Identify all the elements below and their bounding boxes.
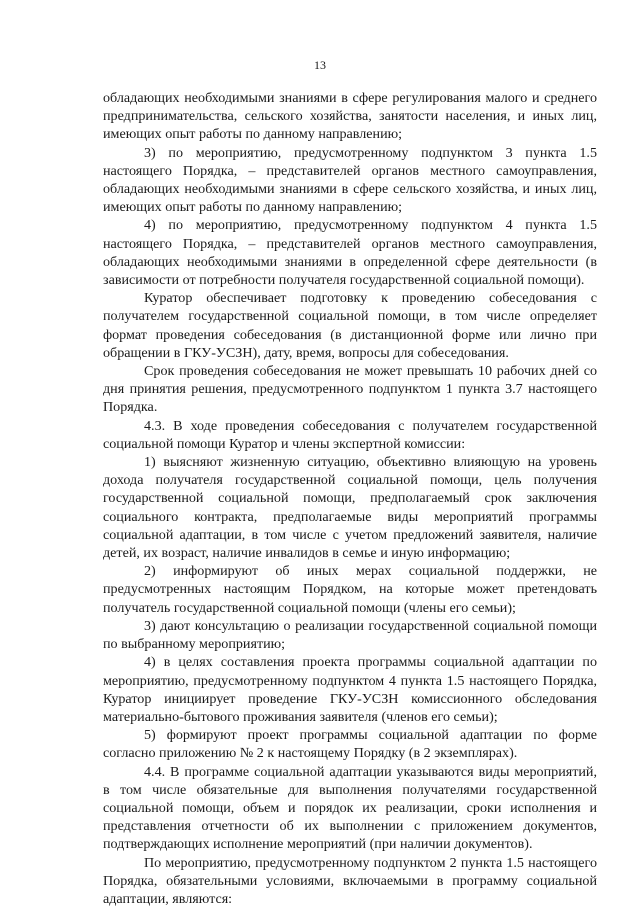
paragraph-clause-4-4: 4.4. В программе социальной адаптации указываются виды мероприятий, в том числе обязательные для выполнения получателями государственной социальной помощи, объем и порядок их реализации, сроки исполнения и представления отчетности об их выполнении с приложением документов, подтверждающих исполнение мероприятий (при наличии документов). [103, 763, 597, 853]
paragraph-item-3: 3) по мероприятию, предусмотренному подпунктом 3 пункта 1.5 настоящего Порядка, – представителей органов местного самоуправления, обладающих необходимыми знаниями в сфере сельского хозяйства, и иных лиц, имеющих опыт работы по данному направлению; [103, 144, 597, 216]
paragraph-clause-4-3: 4.3. В ходе проведения собеседования с получателем государственной социальной помощи Куратор и члены экспертной комиссии: [103, 417, 597, 452]
paragraph-mandatory-conditions: По мероприятию, предусмотренному подпунктом 2 пункта 1.5 настоящего Порядка, обязательными условиями, включаемыми в программу социальной адаптации, являются: [103, 854, 597, 907]
paragraph-item-4: 4) по мероприятию, предусмотренному подпунктом 4 пункта 1.5 настоящего Порядка, – представителей органов местного самоуправления, обладающих необходимыми знаниями в определенной сфере деятельности (в зависимости от потребности получателя государственной социальной помощи). [103, 217, 597, 289]
paragraph-4-3-item-1: 1) выясняют жизненную ситуацию, объективно влияющую на уровень дохода получателя государственной социальной помощи, цель получения государственной социальной помощи, предполагаемый срок заключения социального контракта, предполагаемые виды мероприятий программы социальной адаптации, в том числе с учетом предложений заявителя, наличие детей, их возраст, наличие инвалидов в семье и иную информацию; [103, 454, 597, 562]
page-number: 13 [314, 58, 326, 72]
document-body [103, 89, 597, 908]
paragraph-continuation: обладающих необходимыми знаниями в сфере регулирования малого и среднего предпринимательства, сельского хозяйства, занятости населения, и иных лиц, имеющих опыт работы по данному направлению; [103, 90, 597, 143]
paragraph-interview-deadline: Срок проведения собеседования не может превышать 10 рабочих дней со дня принятия решения, предусмотренного подпунктом 1 пункта 3.7 настоящего Порядка. [103, 363, 597, 416]
paragraph-curator-preparation: Куратор обеспечивает подготовку к проведению собеседования с получателем государственной социальной помощи, в том числе определяет формат проведения собеседования (в дистанционной форме или лично при обращении в ГКУ-УСЗН), дату, время, вопросы для собеседования. [103, 290, 597, 361]
paragraph-4-3-item-5: 5) формируют проект программы социальной адаптации по форме согласно приложению № 2 к настоящему Порядку (в 2 экземплярах). [103, 727, 597, 762]
paragraph-4-3-item-3: 3) дают консультацию о реализации государственной социальной помощи по выбранному мероприятию; [103, 617, 597, 653]
paragraph-4-3-item-2: 2) информируют об иных мерах социальной поддержки, не предусмотренных настоящим Порядком, на которые может претендовать получатель государственной социальной помощи (члены его семьи); [103, 563, 597, 616]
paragraph-4-3-item-4: 4) в целях составления проекта программы социальной адаптации по мероприятию, предусмотренному подпунктом 4 пункта 1.5 настоящего Порядка, Куратор инициирует проведение ГКУ-УСЗН комиссионного обследования материально-бытового проживания заявителя (членов его семьи); [103, 654, 597, 725]
